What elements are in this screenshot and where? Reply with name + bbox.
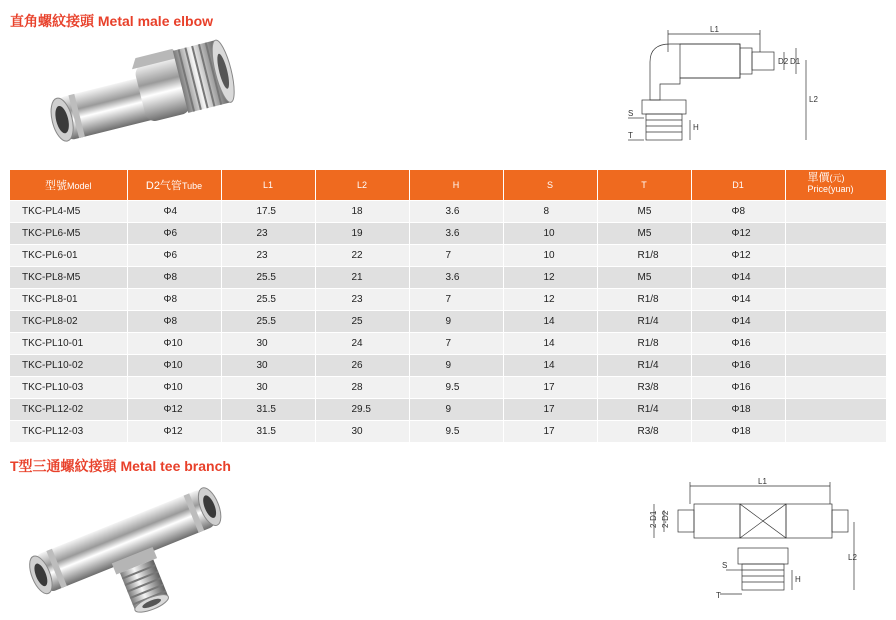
- cell-l2: 24: [315, 333, 409, 355]
- cell-d1: Φ12: [691, 223, 785, 245]
- cell-price: [785, 355, 886, 377]
- cell-s: 12: [503, 267, 597, 289]
- cell-price: [785, 223, 886, 245]
- header-price: 單價(元) Price(yuan): [785, 170, 886, 201]
- header-l1: L1: [221, 170, 315, 201]
- cell-s: 10: [503, 223, 597, 245]
- cell-d1: Φ16: [691, 377, 785, 399]
- table-row: [10, 267, 886, 289]
- cell-model: TKC-PL10-03: [10, 377, 127, 399]
- header-d1: D1: [691, 170, 785, 201]
- cell-model: TKC-PL8-01: [10, 289, 127, 311]
- cell-l1: 25.5: [221, 311, 315, 333]
- cell-s: 10: [503, 245, 597, 267]
- table-row: [10, 399, 886, 421]
- cell-t: M5: [597, 201, 691, 223]
- cell-d2: Φ8: [127, 311, 221, 333]
- cell-t: R3/8: [597, 421, 691, 443]
- cell-l2: 28: [315, 377, 409, 399]
- cell-s: 17: [503, 399, 597, 421]
- cell-model: TKC-PL6-01: [10, 245, 127, 267]
- cell-s: 12: [503, 289, 597, 311]
- cell-h: 9.5: [409, 377, 503, 399]
- cell-h: 9: [409, 355, 503, 377]
- cell-price: [785, 333, 886, 355]
- cell-h: 3.6: [409, 201, 503, 223]
- cell-h: 7: [409, 245, 503, 267]
- cell-model: TKC-PL10-02: [10, 355, 127, 377]
- cell-model: TKC-PL12-02: [10, 399, 127, 421]
- cell-t: R1/4: [597, 311, 691, 333]
- cell-d2: Φ10: [127, 355, 221, 377]
- cell-h: 3.6: [409, 223, 503, 245]
- cell-h: 9: [409, 399, 503, 421]
- cell-t: M5: [597, 223, 691, 245]
- cell-price: [785, 201, 886, 223]
- cell-model: TKC-PL6-M5: [10, 223, 127, 245]
- cell-price: [785, 311, 886, 333]
- cell-s: 8: [503, 201, 597, 223]
- cell-l1: 23: [221, 245, 315, 267]
- elbow-l1-label: L1: [710, 25, 719, 34]
- cell-d2: Φ8: [127, 267, 221, 289]
- table-row: [10, 377, 886, 399]
- cell-model: TKC-PL12-03: [10, 421, 127, 443]
- cell-d1: Φ14: [691, 311, 785, 333]
- cell-price: [785, 245, 886, 267]
- header-t: T: [597, 170, 691, 201]
- header-d2: D2气管Tube: [127, 170, 221, 201]
- table-row: [10, 421, 886, 443]
- elbow-d2-label: D2: [778, 57, 789, 66]
- cell-l1: 30: [221, 377, 315, 399]
- cell-price: [785, 399, 886, 421]
- elbow-d1-label: D1: [790, 57, 801, 66]
- tee-t-label: T: [716, 591, 721, 600]
- cell-t: R3/8: [597, 377, 691, 399]
- cell-d1: Φ14: [691, 289, 785, 311]
- cell-s: 17: [503, 421, 597, 443]
- cell-h: 9: [409, 311, 503, 333]
- table-row: [10, 355, 886, 377]
- elbow-product-photo: [40, 38, 240, 148]
- cell-d2: Φ10: [127, 333, 221, 355]
- cell-l2: 18: [315, 201, 409, 223]
- cell-s: 14: [503, 311, 597, 333]
- cell-s: 17: [503, 377, 597, 399]
- table-row: [10, 333, 886, 355]
- cell-model: TKC-PL10-01: [10, 333, 127, 355]
- cell-h: 9.5: [409, 421, 503, 443]
- cell-l2: 29.5: [315, 399, 409, 421]
- cell-model: TKC-PL4-M5: [10, 201, 127, 223]
- header-l2: L2: [315, 170, 409, 201]
- cell-model: TKC-PL8-02: [10, 311, 127, 333]
- table-row: [10, 311, 886, 333]
- header-h: H: [409, 170, 503, 201]
- cell-d2: Φ6: [127, 223, 221, 245]
- cell-l2: 19: [315, 223, 409, 245]
- tee-l1-label: L1: [758, 477, 767, 486]
- cell-d2: Φ6: [127, 245, 221, 267]
- cell-l1: 25.5: [221, 289, 315, 311]
- cell-price: [785, 289, 886, 311]
- cell-l2: 26: [315, 355, 409, 377]
- cell-d2: Φ10: [127, 377, 221, 399]
- tee-2d1-label: 2-D1: [649, 510, 658, 528]
- cell-d2: Φ8: [127, 289, 221, 311]
- table-row: [10, 201, 886, 223]
- cell-h: 7: [409, 333, 503, 355]
- cell-d1: Φ8: [691, 201, 785, 223]
- cell-l1: 17.5: [221, 201, 315, 223]
- cell-l1: 25.5: [221, 267, 315, 289]
- cell-t: R1/4: [597, 355, 691, 377]
- cell-l2: 23: [315, 289, 409, 311]
- tee-s-label: S: [722, 561, 728, 570]
- cell-l2: 21: [315, 267, 409, 289]
- cell-l2: 30: [315, 421, 409, 443]
- cell-t: M5: [597, 267, 691, 289]
- elbow-h-label: H: [693, 123, 699, 132]
- table-row: [10, 223, 886, 245]
- tee-dimension-drawing: [630, 474, 870, 620]
- cell-d1: Φ14: [691, 267, 785, 289]
- cell-l1: 23: [221, 223, 315, 245]
- cell-t: R1/8: [597, 333, 691, 355]
- tee-h-label: H: [795, 575, 801, 584]
- cell-d1: Φ16: [691, 355, 785, 377]
- cell-s: 14: [503, 355, 597, 377]
- cell-l1: 31.5: [221, 399, 315, 421]
- elbow-l2-label: L2: [809, 95, 818, 104]
- cell-model: TKC-PL8-M5: [10, 267, 127, 289]
- table-header-row: [10, 170, 886, 201]
- cell-t: R1/4: [597, 399, 691, 421]
- cell-d2: Φ12: [127, 399, 221, 421]
- cell-price: [785, 421, 886, 443]
- cell-l1: 30: [221, 355, 315, 377]
- cell-l1: 31.5: [221, 421, 315, 443]
- cell-d2: Φ4: [127, 201, 221, 223]
- elbow-dimension-drawing: [620, 22, 820, 154]
- cell-d1: Φ16: [691, 333, 785, 355]
- cell-d2: Φ12: [127, 421, 221, 443]
- elbow-t-label: T: [628, 131, 633, 140]
- cell-price: [785, 267, 886, 289]
- section-title-elbow: 直角螺紋接頭 Metal male elbow: [10, 13, 214, 29]
- cell-price: [785, 377, 886, 399]
- header-model: 型號Model: [10, 170, 127, 201]
- table-row: [10, 245, 886, 267]
- cell-d1: Φ18: [691, 421, 785, 443]
- section-title-tee: T型三通螺紋接頭 Metal tee branch: [10, 458, 231, 474]
- cell-l2: 22: [315, 245, 409, 267]
- spec-table: [10, 170, 887, 442]
- cell-l1: 30: [221, 333, 315, 355]
- tee-l2-label: L2: [848, 553, 857, 562]
- cell-h: 3.6: [409, 267, 503, 289]
- table-row: [10, 289, 886, 311]
- cell-l2: 25: [315, 311, 409, 333]
- tee-product-photo: [24, 482, 234, 618]
- cell-t: R1/8: [597, 289, 691, 311]
- elbow-s-label: S: [628, 109, 634, 118]
- cell-d1: Φ18: [691, 399, 785, 421]
- cell-d1: Φ12: [691, 245, 785, 267]
- cell-s: 14: [503, 333, 597, 355]
- cell-h: 7: [409, 289, 503, 311]
- cell-t: R1/8: [597, 245, 691, 267]
- header-s: S: [503, 170, 597, 201]
- tee-2d2-label: 2-D2: [661, 510, 670, 528]
